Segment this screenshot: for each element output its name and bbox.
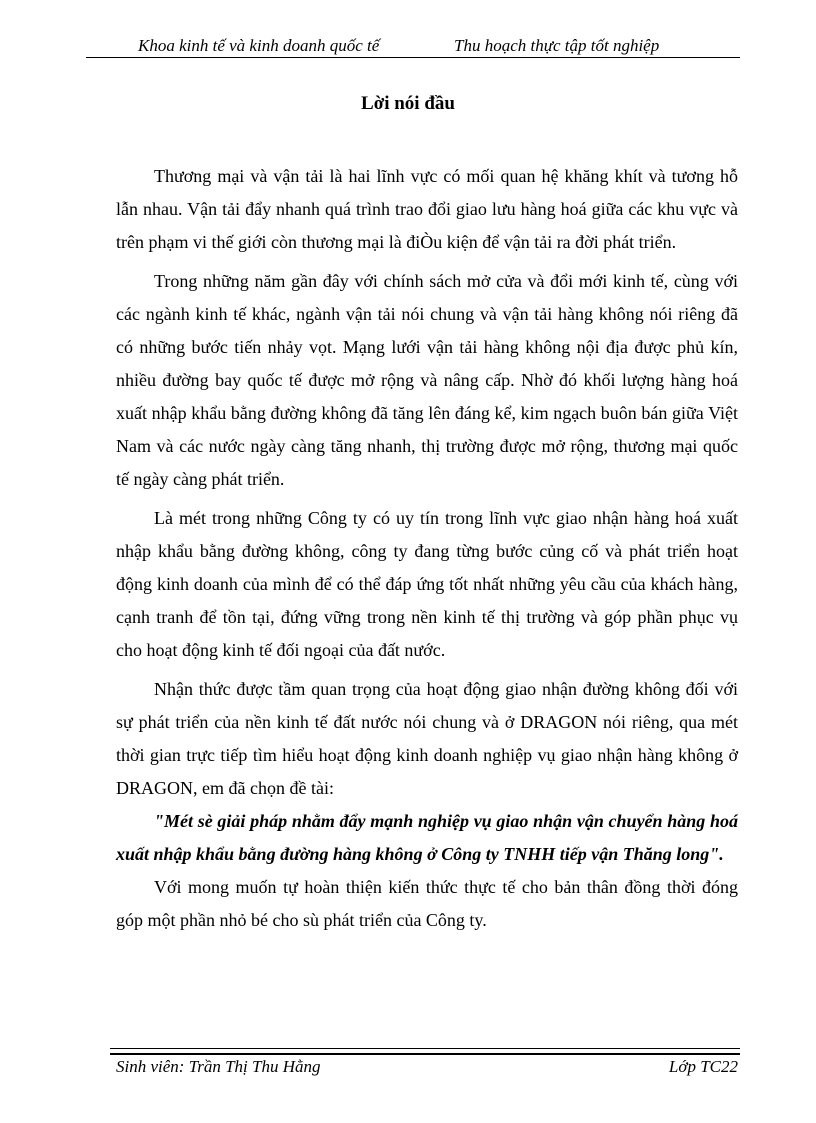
- paragraph-3: Là mét trong những Công ty có uy tín trong lĩnh vực giao nhận hàng hoá xuất nhập khẩu bằng đường không, công ty đang từng bước củng cố và phát triển hoạt động kinh doanh của mình để có thể đáp ứng tốt nhất những yêu cầu của khách hàng, cạnh tranh để tồn tại, đứng vững trong nền kinh tế thị trường và góp phần phục vụ cho hoạt động kinh tế đối ngoại của đất nước.: [116, 508, 738, 660]
- paragraph-2: Trong những năm gần đây với chính sách mở cửa và đổi mới kinh tế, cùng với các ngành kinh tế khác, ngành vận tải nói chung và vận tải hàng không nói riêng đã có những bước tiến nhảy vọt. Mạng lưới vận tải hàng không nội địa được phủ kín, nhiều đường bay quốc tế được mở rộng và nâng cấp. Nhờ đó khối lượng hàng hoá xuất nhập khẩu bằng đường không đã tăng lên đáng kể, kim ngạch buôn bán giữa Việt Nam và các nước ngày càng tăng nhanh, thị trường được mở rộng, thương mại quốc tế ngày càng phát triển.: [116, 271, 738, 489]
- page-header: [86, 32, 740, 58]
- paragraph-6: Với mong muốn tự hoàn thiện kiến thức thực tế cho bản thân đồng thời đóng góp một phần nhỏ bé cho sù phát triển của Công ty.: [116, 877, 738, 930]
- body-text: [116, 160, 738, 937]
- footer-rule: [110, 1048, 740, 1055]
- header-rule: [86, 57, 740, 58]
- header-faculty: Khoa kinh tế và kinh doanh quốc tế: [138, 36, 380, 55]
- footer-class: Lớp TC22: [668, 1057, 738, 1076]
- paragraph-4: Nhận thức được tầm quan trọng của hoạt động giao nhận đường không đối với sự phát triển của nền kinh tế đất nước nói chung và ở DRAGON nói riêng, qua mét thời gian trực tiếp tìm hiểu hoạt động kinh doanh nghiệp vụ giao nhận hàng không ở DRAGON, em đã chọn đề tài:: [116, 679, 738, 798]
- header-report-type: Thu hoạch thực tập tốt nghiệp: [454, 36, 660, 55]
- thesis-topic: "Mét sè giải pháp nhằm đẩy mạnh nghiệp vụ giao nhận vận chuyển hàng hoá xuất nhập khẩu bằng đường hàng không ở Công ty TNHH tiếp vận Thăng long".: [116, 811, 738, 864]
- paragraph-1: Thương mại và vận tải là hai lĩnh vực có mối quan hệ khăng khít và tương hỗ lẫn nhau. Vận tải đẩy nhanh quá trình trao đổi giao lưu hàng hoá giữa các khu vực và trên phạm vi thế giới còn thương mại là điÒu kiện để vận tải ra đời phát triển.: [116, 166, 738, 252]
- footer-student: Sinh viên: Trần Thị Thu Hằng: [116, 1057, 321, 1076]
- page-title: Lời nói đầu: [361, 93, 455, 114]
